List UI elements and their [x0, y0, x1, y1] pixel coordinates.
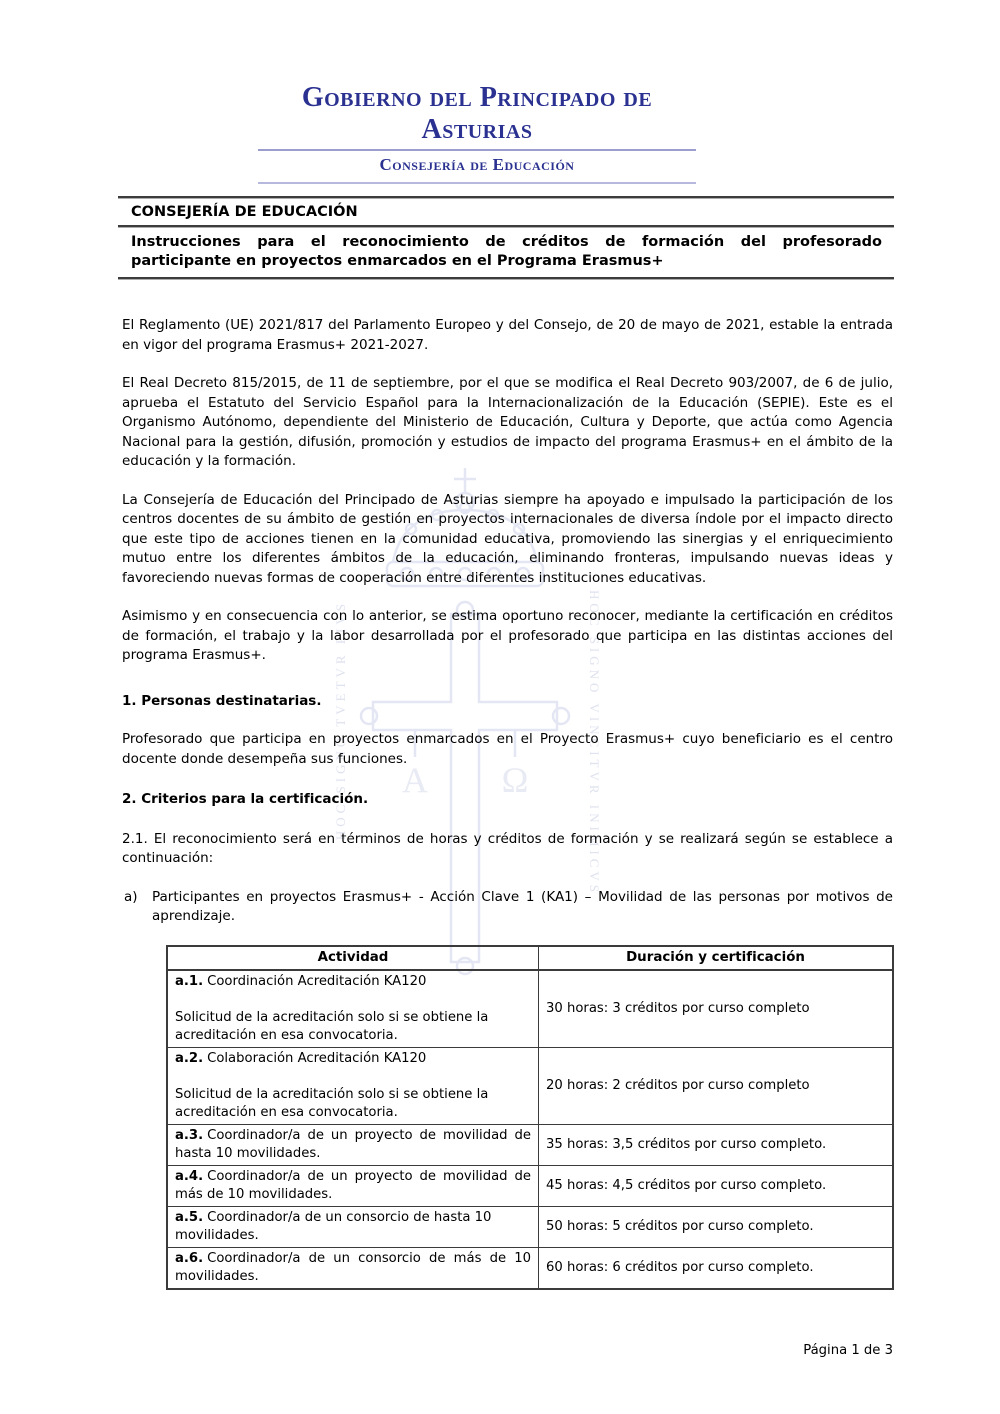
- activity-note: Solicitud de la acreditación solo si se obtiene la acreditación en esa convocatoria.: [175, 1009, 489, 1043]
- logo-department-name: Consejería de Educación: [379, 155, 575, 174]
- list-item-a: [122, 888, 893, 927]
- activity-text: Colaboración Acreditación KA120: [207, 1050, 427, 1066]
- activity-code: a.5.: [175, 1209, 204, 1225]
- activity-cell: [167, 970, 539, 1048]
- activity-cell: [167, 1047, 539, 1124]
- duration-cell: 30 horas: 3 créditos por curso completo: [539, 970, 894, 1048]
- activity-code: a.1.: [175, 973, 204, 989]
- activity-text: Coordinador/a de un proyecto de movilidad de hasta 10 movilidades.: [175, 1127, 531, 1161]
- activity-text: Coordinador/a de un consorcio de hasta 10 movilidades.: [175, 1209, 492, 1243]
- duration-cell: 45 horas: 4,5 créditos por curso completo.: [539, 1165, 894, 1206]
- duration-cell: 50 horas: 5 créditos por curso completo.: [539, 1206, 894, 1247]
- government-name: Gobierno del Principado de Asturias: [301, 82, 653, 145]
- paragraph-regulation: El Reglamento (UE) 2021/817 del Parlamento Europeo y del Consejo, de 20 de mayo de 2021, estable la entrada en vigor del programa Erasmus+ 2021-2027.: [122, 317, 893, 353]
- page-number: Página 1 de 3: [803, 1343, 893, 1358]
- activity-code: a.4.: [175, 1168, 204, 1184]
- duration-cell: 20 horas: 2 créditos por curso completo: [539, 1047, 894, 1124]
- table-row: [167, 1124, 893, 1165]
- activity-cell: [167, 1165, 539, 1206]
- activity-text: Coordinador/a de un consorcio de más de 10 movilidades.: [175, 1250, 531, 1284]
- list-item-a-text: Participantes en proyectos Erasmus+ - Acción Clave 1 (KA1) – Movilidad de las personas por motivos de aprendizaje.: [152, 888, 893, 924]
- watermark-motto-left: HOC SIGNO TVETVR PIVS: [333, 600, 348, 841]
- activity-code: a.2.: [175, 1050, 204, 1066]
- omega-glyph: Ω: [501, 760, 529, 800]
- section-2-heading: 2. Criterios para la certificación.: [122, 791, 369, 807]
- activity-text: Coordinador/a de un proyecto de movilidad de más de 10 movilidades.: [175, 1168, 531, 1202]
- duration-cell: 35 horas: 3,5 créditos por curso completo.: [539, 1124, 894, 1165]
- title-box-department: CONSEJERÍA DE EDUCACIÓN: [131, 204, 358, 220]
- activity-code: a.3.: [175, 1127, 204, 1143]
- table-row: [167, 970, 893, 1048]
- header-duracion: Duración y certificación: [539, 946, 894, 970]
- list-item-a-label: a): [124, 888, 138, 905]
- logo-rule-bottom: [258, 182, 696, 184]
- paragraph-recognition: Asimismo y en consecuencia con lo anterior, se estima oportuno reconocer, mediante la certificación en créditos de formación, el trabajo y la labor desarrollada por el profesorado que participa en las distintas acciones del programa Erasmus+.: [122, 608, 893, 663]
- section-2-intro: 2.1. El reconocimiento será en términos de horas y créditos de formación y se realizará según se establece a continuación:: [122, 830, 893, 866]
- table-row: [167, 1247, 893, 1289]
- activity-cell: [167, 1206, 539, 1247]
- table-row: [167, 1206, 893, 1247]
- activity-cell: [167, 1124, 539, 1165]
- alpha-glyph: Α: [402, 760, 428, 800]
- watermark-motto-right: HOC SIGNO VINCITVR INIMICVS: [587, 590, 602, 897]
- duration-cell: 60 horas: 6 créditos por curso completo.: [539, 1247, 894, 1289]
- section-1-heading: 1. Personas destinatarias.: [122, 692, 322, 709]
- table-header-row: [167, 946, 893, 970]
- section-1-body: Profesorado que participa en proyectos enmarcados en el Proyecto Erasmus+ cuyo beneficiario es el centro docente donde desempeña sus funciones.: [122, 731, 893, 767]
- activity-cell: [167, 1247, 539, 1289]
- table-row: [167, 1047, 893, 1124]
- document-body: [122, 316, 893, 1290]
- government-logo: [258, 82, 696, 184]
- table-row: [167, 1165, 893, 1206]
- document-title: Instrucciones para el reconocimiento de créditos de formación del profesorado participante en proyectos enmarcados en el Programa Erasmus+: [131, 234, 882, 269]
- credits-table: [166, 945, 894, 1290]
- activity-code: a.6.: [175, 1250, 204, 1266]
- activity-text: Coordinación Acreditación KA120: [207, 973, 427, 989]
- header-actividad: Actividad: [167, 946, 539, 970]
- title-box: [118, 196, 894, 280]
- title-box-rule-bottom: [118, 277, 894, 280]
- paragraph-consejeria-support: La Consejería de Educación del Principado de Asturias siempre ha apoyado e impulsado la participación de los centros docentes de su ámbito de gestión en proyectos internacionales de diversa índole por el impacto directo que este tipo de acciones tienen en la comunidad educativa, promoviendo las sinergias y el enriquecimiento mutuo entre los diferentes ámbitos de la educación, eliminando fronteras, impulsando nuevas ideas y favoreciendo nuevas formas de cooperación entre diferentes instituciones educativas.: [122, 491, 893, 586]
- paragraph-royal-decree: El Real Decreto 815/2015, de 11 de septiembre, por el que se modifica el Real Decreto 903/2007, de 6 de julio, aprueba el Estatuto del Servicio Español para la Internacionalización de la Educación (SEPIE). Este es el Organismo Autónomo, dependiente del Ministerio de Educación, Cultura y Deporte, que actúa como Agencia Nacional para la gestión, difusión, promoción y estudios de impacto del programa Erasmus+ en el ámbito de la educación y la formación.: [122, 375, 893, 469]
- activity-note: Solicitud de la acreditación solo si se obtiene la acreditación en esa convocatoria.: [175, 1086, 489, 1120]
